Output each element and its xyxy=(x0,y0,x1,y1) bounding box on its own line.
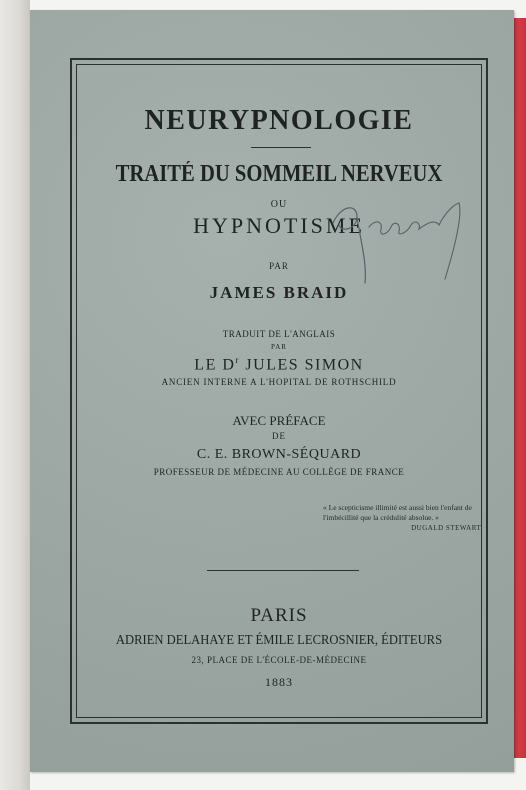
cover-inner-frame xyxy=(76,64,482,718)
by-label: PAR xyxy=(269,261,289,271)
handwritten-signature xyxy=(327,183,477,293)
epigraph xyxy=(323,503,483,533)
red-binding-edge xyxy=(512,18,526,758)
publication-city: PARIS xyxy=(250,605,308,626)
preface-author: C. E. BROWN-SÉQUARD xyxy=(196,447,362,462)
translator-name xyxy=(77,355,481,374)
translator-prefix: LE D xyxy=(194,356,236,374)
translated-from-label: TRADUIT DE L'ANGLAIS xyxy=(222,329,336,339)
book-spine-left xyxy=(0,0,30,790)
translator-sup: r xyxy=(235,355,240,365)
book-title: NEURYPNOLOGIE xyxy=(144,105,414,136)
cover-border-frame xyxy=(70,58,488,724)
publication-year: 1883 xyxy=(265,675,293,689)
preface-author-role: PROFESSEUR DE MÉDECINE AU COLLÈGE DE FRANCE xyxy=(153,467,405,477)
conjunction-text: OU xyxy=(270,199,288,210)
publisher-name: ADRIEN DELAHAYE ET ÉMILE LECROSNIER, ÉDITEURS xyxy=(115,633,443,648)
title-rule xyxy=(251,147,311,148)
epigraph-author: DUGALD STEWART. xyxy=(411,524,483,532)
preface-by-label: DE xyxy=(272,431,286,441)
divider-rule xyxy=(207,570,359,571)
epigraph-text: « Le scepticisme illimité est aussi bien l'enfant de l'imbécillité que la crédulité absolue. » xyxy=(323,503,472,522)
translator-by-label: PAR xyxy=(271,343,287,351)
publisher-address: 23, PLACE DE L'ÉCOLE-DE-MÉDECINE xyxy=(191,655,367,665)
book-cover xyxy=(30,10,514,772)
translator-surname: JULES SIMON xyxy=(239,356,364,374)
preface-label: AVEC PRÉFACE xyxy=(232,413,326,428)
translator-role: ANCIEN INTERNE A L'HOPITAL DE ROTHSCHILD xyxy=(161,377,397,387)
book-subtitle: TRAITÉ DU SOMMEIL NERVEUX xyxy=(115,161,443,187)
author-name: JAMES BRAID xyxy=(209,283,349,302)
alt-title: HYPNOTISME xyxy=(193,213,365,238)
